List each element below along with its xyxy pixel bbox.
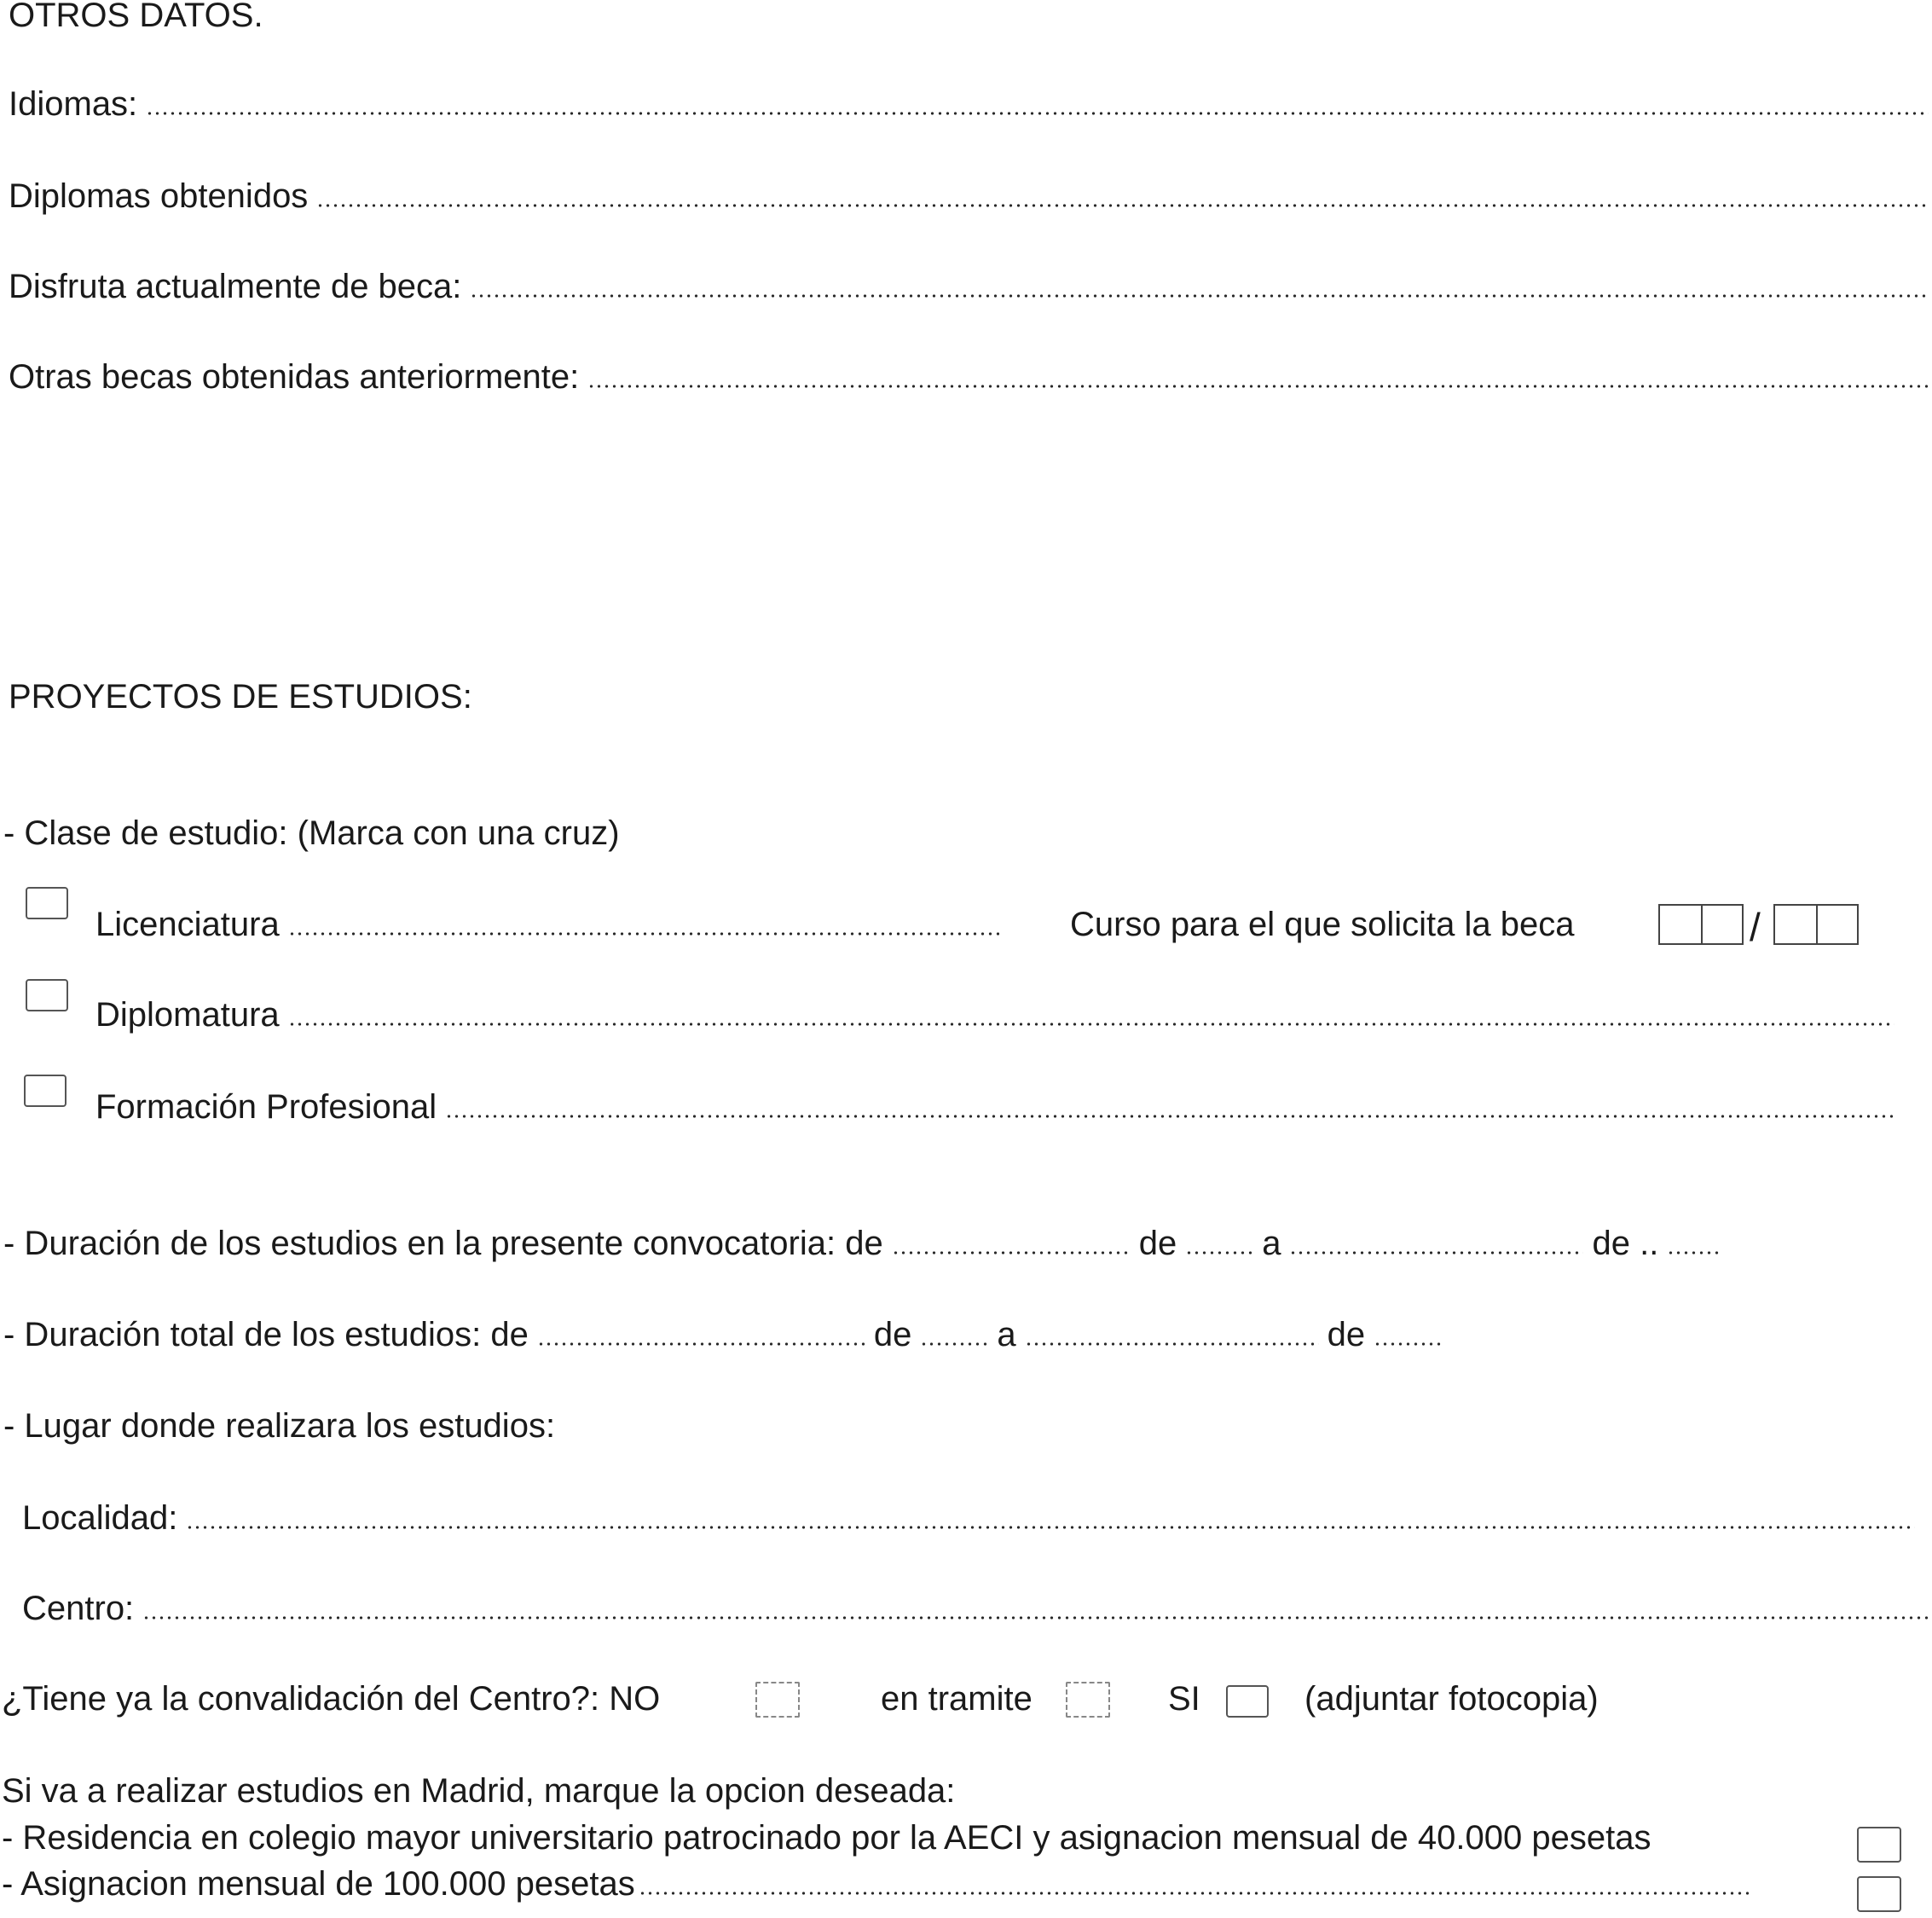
duracion-total-label: - Duración total de los estudios: de	[3, 1316, 529, 1353]
convalidacion-si-label: SI	[1168, 1680, 1200, 1718]
formacion-label: Formación Profesional	[95, 1088, 437, 1126]
otras-becas-field[interactable]	[587, 385, 1929, 388]
centro-row	[22, 1590, 1929, 1628]
madrid-label: Si va a realizar estudios en Madrid, marque la opcion deseada:	[2, 1772, 956, 1810]
madrid-asignacion-leader	[639, 1892, 1750, 1895]
beca-actual-label: Disfruta actualmente de beca:	[9, 268, 462, 305]
formacion-checkbox[interactable]	[24, 1075, 67, 1107]
diplomatura-checkbox[interactable]	[26, 979, 68, 1011]
duracion-convocatoria-a: a	[1262, 1225, 1281, 1262]
idiomas-label: Idiomas:	[9, 85, 138, 123]
curso-box-1[interactable]	[1658, 904, 1744, 945]
madrid-option-asignacion: - Asignacion mensual de 100.000 pesetas	[2, 1865, 635, 1903]
formacion-row	[95, 1088, 1896, 1127]
licenciatura-checkbox[interactable]	[26, 887, 68, 919]
duracion-convocatoria-desde-mes[interactable]	[892, 1251, 1131, 1255]
madrid-asignacion-row	[2, 1865, 1750, 1904]
duracion-convocatoria-de2: de ..	[1592, 1225, 1659, 1262]
duracion-convocatoria-hasta-anio[interactable]	[1667, 1251, 1720, 1255]
centro-field[interactable]	[142, 1616, 1929, 1620]
curso-label: Curso para el que solicita la beca	[1070, 906, 1575, 943]
otras-becas-label: Otras becas obtenidas anteriormente:	[9, 358, 580, 396]
localidad-row	[22, 1499, 1915, 1538]
duracion-total-de1: de	[873, 1316, 912, 1353]
otros-datos-heading: OTROS DATOS.	[9, 0, 263, 34]
convalidacion-note: (adjuntar fotocopia)	[1304, 1680, 1599, 1718]
duracion-total-desde-mes[interactable]	[537, 1342, 865, 1346]
duracion-convocatoria-desde-anio[interactable]	[1185, 1251, 1253, 1255]
beca-actual-row	[9, 268, 1929, 306]
duracion-total-hasta-mes[interactable]	[1025, 1342, 1319, 1346]
duracion-convocatoria-label: - Duración de los estudios en la presente convocatoria: de	[3, 1225, 883, 1262]
convalidacion-si-checkbox[interactable]	[1226, 1685, 1269, 1718]
licenciatura-label: Licenciatura	[95, 906, 280, 943]
lugar-label: - Lugar donde realizara los estudios:	[3, 1407, 556, 1445]
madrid-residencia-checkbox[interactable]	[1857, 1827, 1901, 1863]
duracion-total-row	[3, 1316, 1450, 1354]
duracion-total-de2: de	[1327, 1316, 1366, 1353]
duracion-total-hasta-anio[interactable]	[1374, 1342, 1442, 1346]
curso-separator: /	[1750, 905, 1761, 949]
clase-estudio-label: - Clase de estudio: (Marca con una cruz)	[3, 814, 620, 852]
duracion-convocatoria-hasta-mes[interactable]	[1289, 1251, 1583, 1255]
licenciatura-row	[95, 906, 999, 944]
diplomas-row	[9, 177, 1929, 216]
licenciatura-field[interactable]	[288, 932, 999, 936]
centro-label: Centro:	[22, 1590, 135, 1627]
proyectos-heading: PROYECTOS DE ESTUDIOS:	[9, 678, 472, 716]
idiomas-field[interactable]	[146, 112, 1929, 115]
madrid-asignacion-checkbox[interactable]	[1857, 1876, 1901, 1912]
otras-becas-row	[9, 358, 1929, 397]
convalidacion-tramite-checkbox[interactable]	[1066, 1682, 1110, 1718]
idiomas-row	[9, 85, 1929, 124]
diplomatura-row	[95, 996, 1894, 1034]
duracion-total-a: a	[997, 1316, 1016, 1353]
convalidacion-tramite-label: en tramite	[881, 1680, 1033, 1718]
localidad-label: Localidad:	[22, 1499, 178, 1537]
convalidacion-no-checkbox[interactable]	[755, 1682, 800, 1718]
diplomatura-label: Diplomatura	[95, 996, 280, 1034]
diplomas-label: Diplomas obtenidos	[9, 177, 309, 215]
diplomatura-field[interactable]	[288, 1023, 1894, 1026]
curso-box-2[interactable]	[1773, 904, 1859, 945]
formacion-field[interactable]	[445, 1115, 1896, 1118]
duracion-total-desde-anio[interactable]	[920, 1342, 988, 1346]
diplomas-field[interactable]	[316, 204, 1929, 207]
beca-actual-field[interactable]	[470, 294, 1929, 298]
localidad-field[interactable]	[186, 1526, 1915, 1529]
madrid-option-residencia: - Residencia en colegio mayor universitario patrocinado por la AECI y asignacion mensual de 40.000 pesetas	[2, 1819, 1651, 1857]
convalidacion-question: ¿Tiene ya la convalidación del Centro?: NO	[2, 1680, 661, 1718]
duracion-convocatoria-de1: de	[1138, 1225, 1177, 1262]
duracion-convocatoria-row	[3, 1225, 1728, 1263]
